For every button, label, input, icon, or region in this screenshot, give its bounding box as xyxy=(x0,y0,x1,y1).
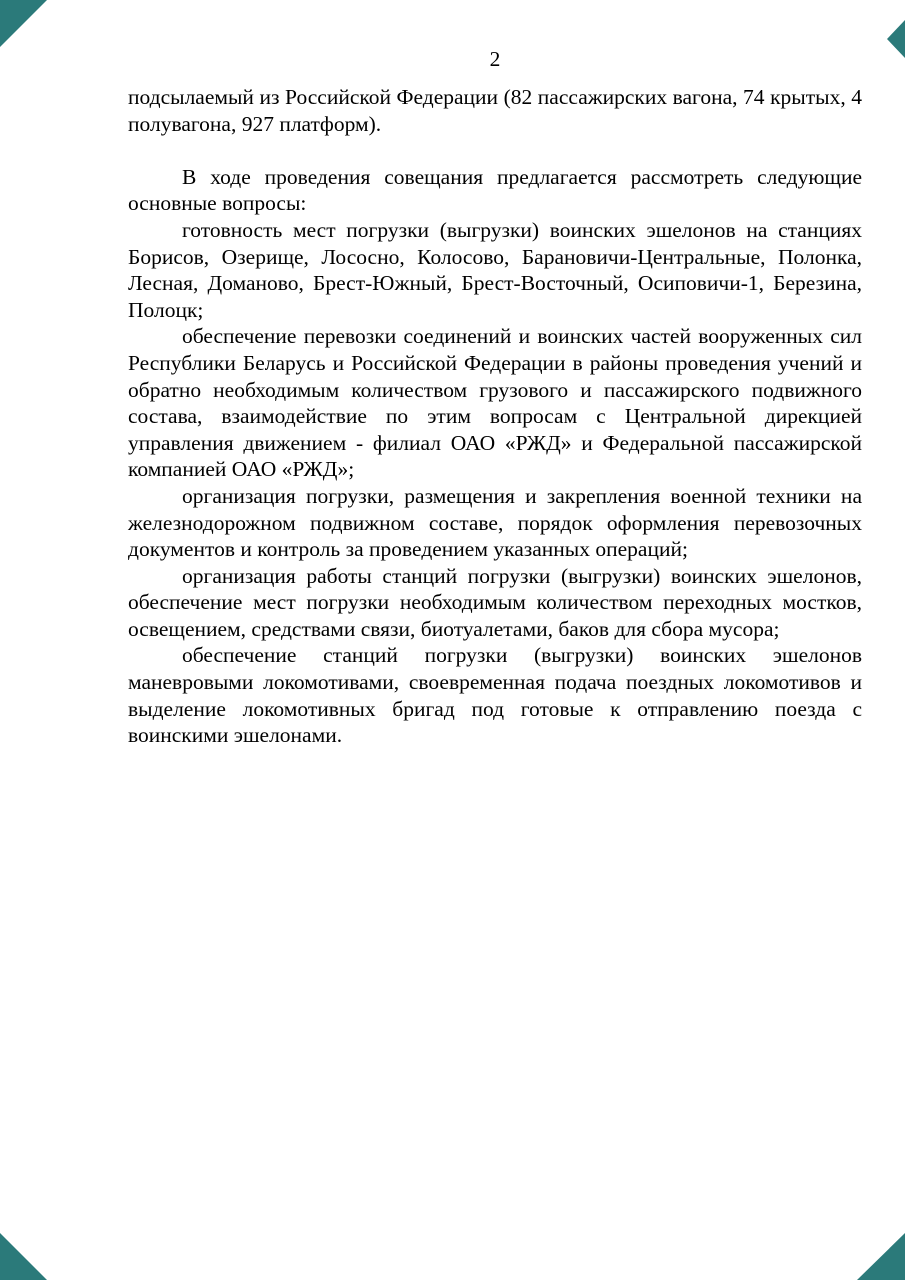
paragraph-carryover: подсылаемый из Российской Федерации (82 пассажирских вагона, 74 крытых, 4 полувагона, 927 платформ). xyxy=(128,85,862,136)
paragraph-intro: В ходе проведения совещания предлагается рассмотреть следующие основные вопросы: xyxy=(128,164,862,216)
paragraph-item-loading: организация погрузки, размещения и закрепления военной техники на железнодорожном подвижном составе, порядок оформления перевозочных документов и контроль за проведением указанных операций; xyxy=(128,483,862,562)
corner-triangle-bottom-left-icon xyxy=(0,1233,47,1280)
page-number: 2 xyxy=(489,47,501,71)
document-body xyxy=(128,84,862,749)
corner-triangle-top-left-icon xyxy=(0,0,47,47)
paragraph-item-stations: организация работы станций погрузки (выгрузки) воинских эшелонов, обеспечение мест погрузки необходимым количеством переходных мостков, освещением, средствами связи, биотуалетами, баков для сбора мусора; xyxy=(128,563,862,641)
corner-triangle-top-right-icon xyxy=(887,20,905,58)
paragraph-item-transport: обеспечение перевозки соединений и воинских частей вооруженных сил Республики Беларусь и Российской Федерации в районы проведения учений и обратно необходимым количеством грузового и пассажирского подвижного состава, взаимодействие по этим вопросам с Центральной дирекцией управления движением - филиал ОАО «РЖД» и Федеральной пассажирской компанией ОАО «РЖД»; xyxy=(128,324,862,482)
corner-triangle-bottom-right-icon xyxy=(857,1233,905,1280)
paragraph-item-locomotives: обеспечение станций погрузки (выгрузки) воинских эшелонов маневровыми локомотивами, своевременная подача поездных локомотивов и выделение локомотивных бригад под готовые к отправлению поезда с воинскими эшелонами. xyxy=(128,643,862,748)
paragraph-item-readiness: готовность мест погрузки (выгрузки) воинских эшелонов на станциях Борисов, Озерище, Лососно, Колосово, Барановичи-Центральные, Полонка, Лесная, Доманово, Брест-Южный, Брест-Восточный, Осиповичи-1, Березина, Полоцк; xyxy=(128,217,862,322)
